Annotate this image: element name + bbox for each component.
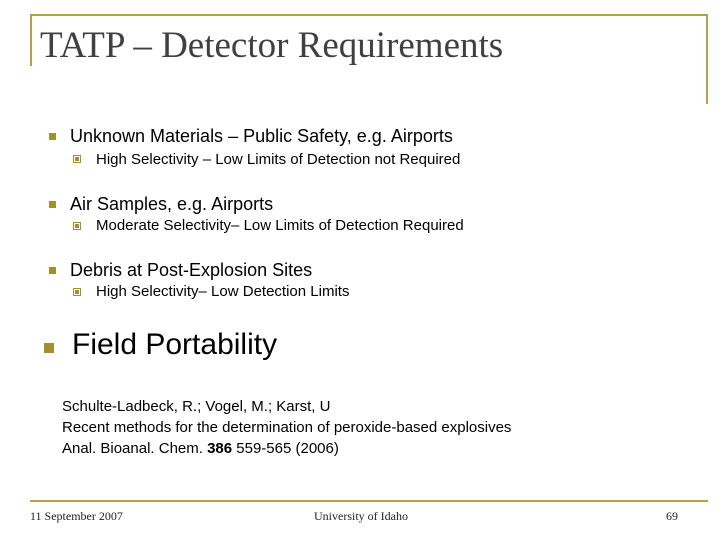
sub-bullet-text: High Selectivity– Low Detection Limits	[96, 283, 350, 300]
citation-title: Recent methods for the determination of peroxide-based explosives	[62, 419, 512, 436]
right-frame-line	[706, 14, 708, 104]
bullet-text: Air Samples, e.g. Airports	[70, 194, 274, 214]
bullet-square-icon	[49, 133, 56, 140]
sub-bullet-text: High Selectivity – Low Limits of Detection not Required	[96, 151, 461, 168]
bullet-text: Unknown Materials – Public Safety, e.g. Airports	[70, 126, 453, 146]
citation-journal-name: Anal. Bioanal. Chem.	[62, 440, 208, 457]
citation-journal	[62, 438, 511, 459]
bullet-square-icon	[49, 201, 56, 208]
bullet-text: Debris at Post-Explosion Sites	[70, 260, 313, 280]
footer-line	[30, 500, 708, 502]
left-frame-line	[30, 14, 32, 66]
sub-bullet-text: Moderate Selectivity– Low Limits of Detection Required	[96, 217, 464, 234]
citation	[62, 396, 511, 459]
bullet-square-icon	[44, 343, 54, 353]
citation-volume: 386	[207, 440, 233, 457]
footer-date: 11 September 2007	[30, 509, 123, 523]
footer-institution: University of Idaho	[314, 509, 408, 523]
top-frame-line	[30, 14, 708, 16]
slide-title: TATP – Detector Requirements	[40, 25, 504, 66]
citation-authors: Schulte-Ladbeck, R.; Vogel, M.; Karst, U	[62, 398, 331, 415]
bullet-square-icon	[49, 267, 56, 274]
sub-bullet-icon	[73, 155, 81, 163]
sub-bullet-icon	[73, 222, 81, 230]
main-bullet-text: Field Portability	[72, 328, 278, 361]
citation-pages-year: 559-565 (2006)	[232, 440, 339, 457]
footer-page-number: 69	[666, 509, 678, 523]
sub-bullet-icon	[73, 288, 81, 296]
